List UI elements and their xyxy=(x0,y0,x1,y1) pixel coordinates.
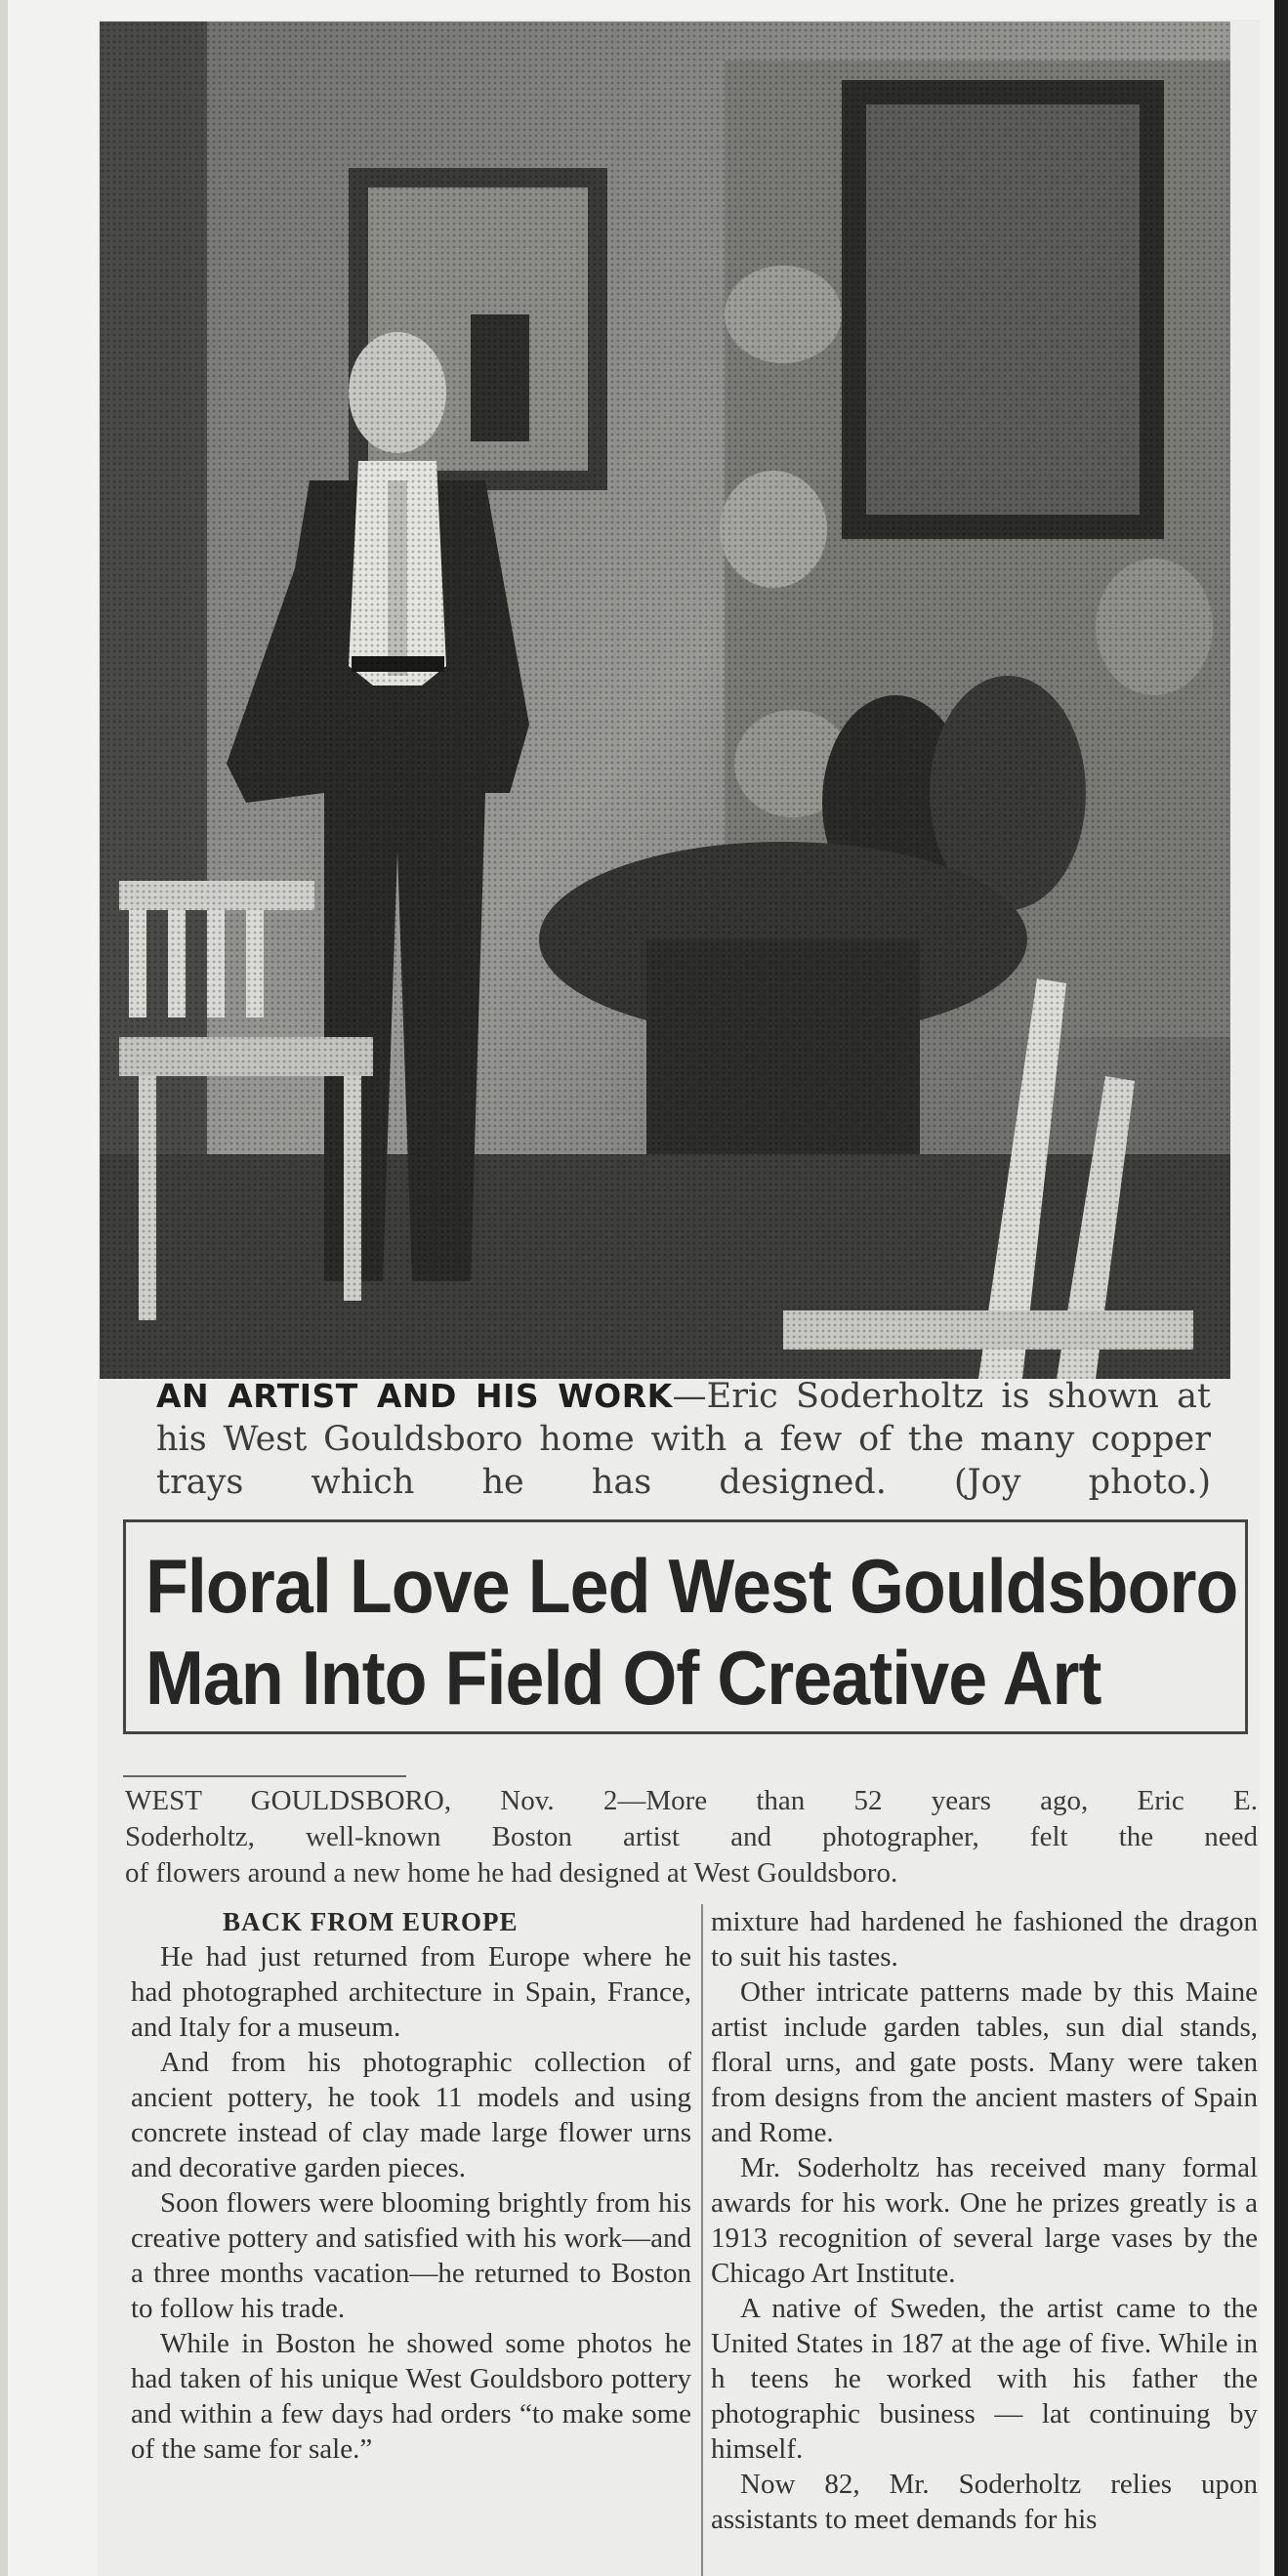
intro-line-2: Soderholtz, well-known Boston artist and photographer, felt the need xyxy=(125,1821,1258,1852)
left-paragraph-1: He had just returned from Europe where he had photographed architecture in Spain, France, and Italy for a museum. xyxy=(131,1941,691,2043)
right-paragraph-3: Mr. Soderholtz has received many formal awards for his work. One he prizes greatly is a 1913 recognition of several large vases by the Chicago Art Institute. xyxy=(711,2152,1258,2289)
left-paragraph-3: Soon flowers were blooming brightly from his creative pottery and satisfied with his work—and a three months vacation—he returned to Boston to follow his trade. xyxy=(131,2187,691,2324)
intro-paragraph xyxy=(125,1783,1258,1891)
headline-line-1: Floral Love Led West Gouldsboro xyxy=(145,1543,1238,1629)
left-column xyxy=(131,1904,691,2467)
headline-rule xyxy=(123,1775,406,1777)
right-paragraph-1: mixture had hardened he fashioned the dragon to suit his tastes. xyxy=(711,1906,1258,1973)
page-right-edge xyxy=(1274,0,1288,2576)
left-paragraph-2: And from his photographic collection of ancient pottery, he took 11 models and using concrete instead of clay made large flower urns and decorative garden pieces. xyxy=(131,2047,691,2183)
intro-line-3: of flowers around a new home he had designed at West Gouldsboro. xyxy=(125,1857,898,1889)
intro-line-1: WEST GOULDSBORO, Nov. 2—More than 52 years ago, Eric E. xyxy=(125,1785,1258,1816)
section-subhead: BACK FROM EUROPE xyxy=(223,1907,519,1936)
right-column xyxy=(711,1904,1258,2537)
caption-text: —Eric Soderholtz is shown at his West Gouldsboro home with a few of the many copper trays which he has designed. (Joy photo.) xyxy=(156,1377,1211,1502)
right-paragraph-4: A native of Sweden, the artist came to the United States in 187 at the age of five. While in h teens he worked with his father the photographic business — lat continuing by himself. xyxy=(711,2293,1258,2465)
artist-photograph xyxy=(100,21,1230,1379)
headline-box xyxy=(123,1519,1248,1734)
column-divider xyxy=(701,1904,703,2576)
left-paragraph-4: While in Boston he showed some photos he had taken of his unique West Gouldsboro pottery and within a few days had orders “to make some of the same for sale.” xyxy=(131,2328,691,2465)
right-paragraph-5: Now 82, Mr. Soderholtz relies upon assistants to meet demands for his xyxy=(711,2469,1258,2535)
right-paragraph-2: Other intricate patterns made by this Maine artist include garden tables, sun dial stands, floral urns, and gate posts. Many were taken from designs from the ancient masters of Spain and Rome. xyxy=(711,1976,1258,2148)
photo-caption xyxy=(156,1375,1211,1504)
headline-line-2: Man Into Field Of Creative Art xyxy=(145,1635,1101,1721)
photograph-illustration xyxy=(100,21,1230,1379)
page-left-margin xyxy=(0,0,8,2576)
caption-lead: AN ARTIST AND HIS WORK xyxy=(156,1377,673,1415)
